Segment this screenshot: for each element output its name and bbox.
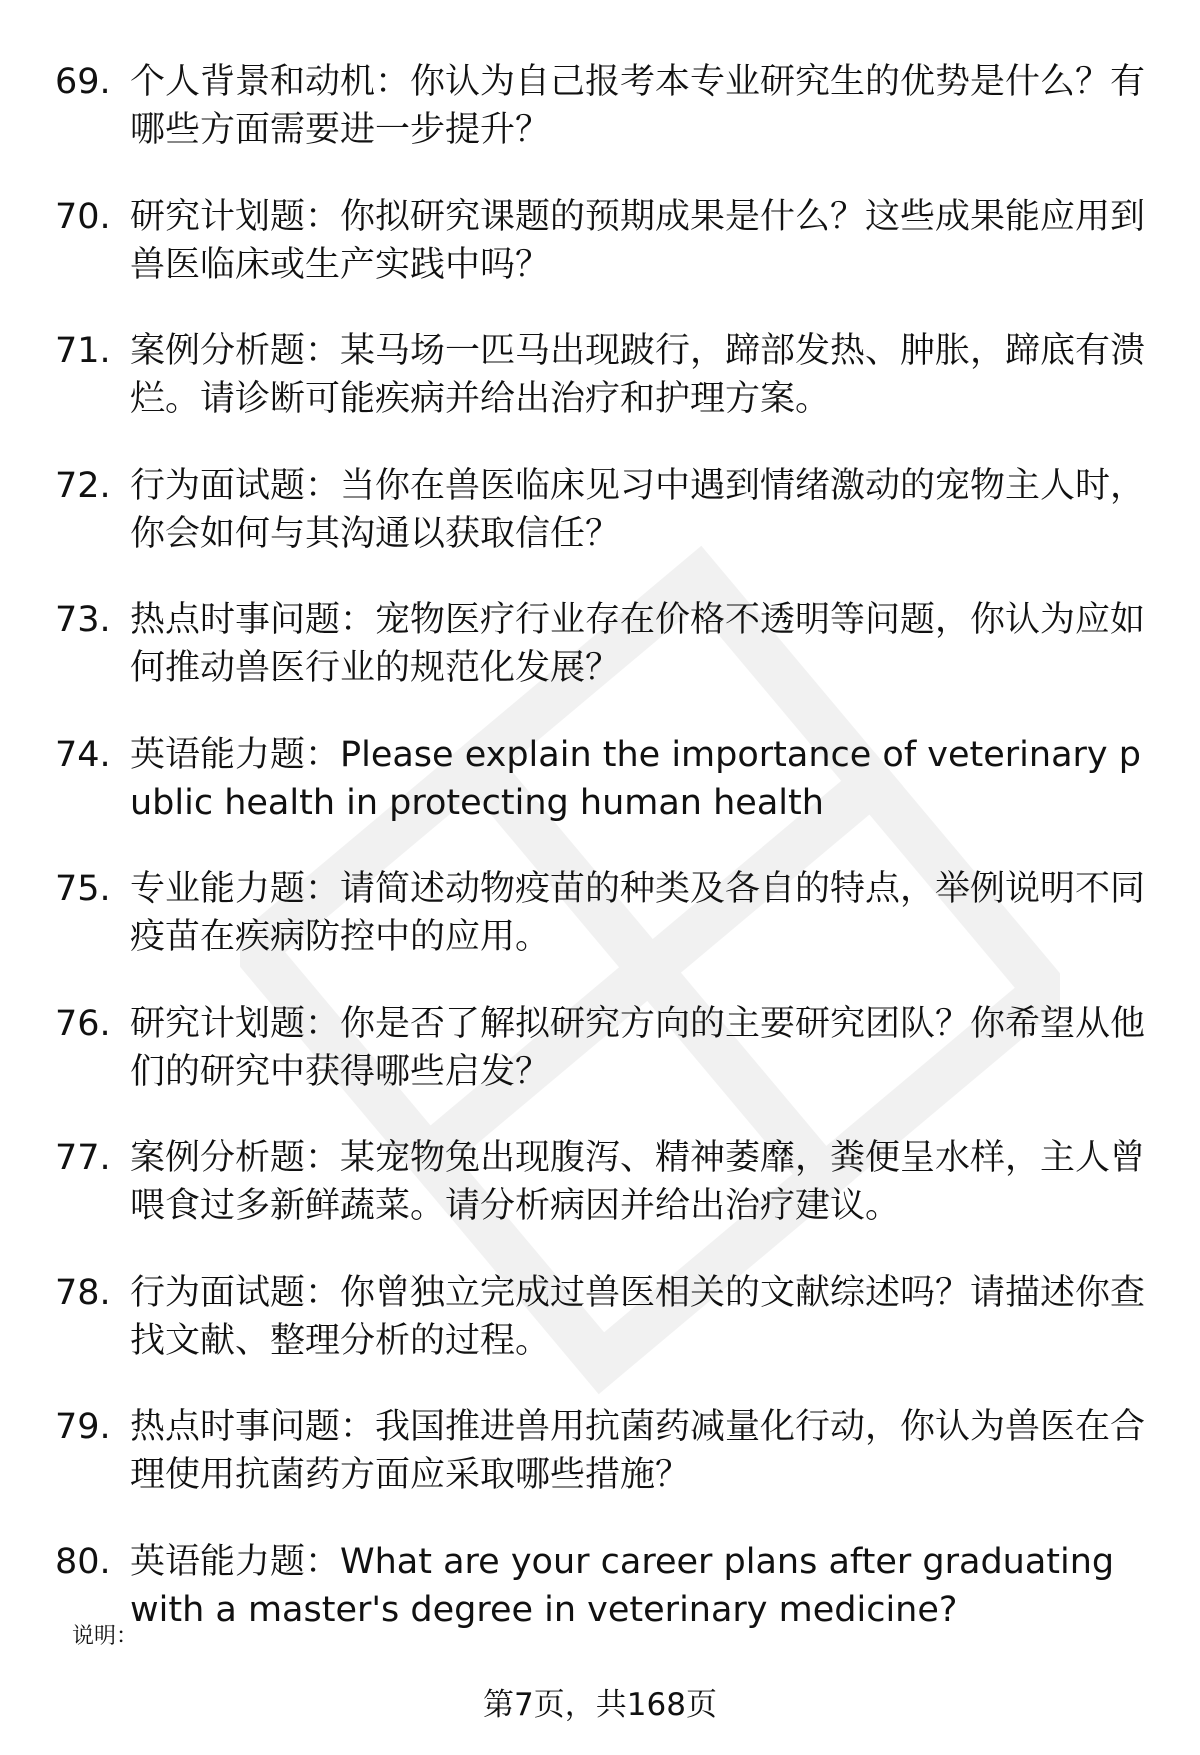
- question-number: 74.: [55, 734, 111, 775]
- question-list: [55, 58, 1145, 1672]
- question-item: [55, 58, 1145, 154]
- question-item: [55, 865, 1145, 961]
- question-text: 行为面试题：当你在兽医临床见习中遇到情绪激动的宠物主人时，你会如何与其沟通以获取信任？: [130, 465, 1146, 554]
- question-number: 75.: [55, 869, 111, 909]
- question-number: 80.: [55, 1541, 111, 1582]
- question-item: [55, 462, 1145, 558]
- question-item: [55, 1269, 1145, 1365]
- question-item: [55, 731, 1145, 827]
- question-text: 英语能力题：What are your career plans after graduating with a master's degree in veterinary medicine?: [130, 1541, 1115, 1630]
- question-item: [55, 1134, 1145, 1230]
- question-text: 热点时事问题：我国推进兽用抗菌药减量化行动，你认为兽医在合理使用抗菌药方面应采取哪些措施？: [130, 1407, 1146, 1495]
- question-number: 71.: [55, 331, 111, 371]
- question-text: 研究计划题：你拟研究课题的预期成果是什么？这些成果能应用到兽医临床或生产实践中吗？: [130, 196, 1146, 285]
- question-item: [55, 596, 1145, 692]
- question-item: [55, 327, 1145, 423]
- question-number: 76.: [55, 1003, 111, 1044]
- question-text: 研究计划题：你是否了解拟研究方向的主要研究团队？你希望从他们的研究中获得哪些启发？: [130, 1003, 1146, 1092]
- question-number: 79.: [55, 1407, 111, 1447]
- question-number: 77.: [55, 1138, 111, 1178]
- question-text: 热点时事问题：宠物医疗行业存在价格不透明等问题，你认为应如何推动兽医行业的规范化发展？: [130, 600, 1146, 688]
- question-text: 专业能力题：请简述动物疫苗的种类及各自的特点，举例说明不同疫苗在疾病防控中的应用。: [130, 869, 1146, 957]
- question-text: 案例分析题：某马场一匹马出现跛行，蹄部发热、肿胀，蹄底有溃烂。请诊断可能疾病并给出治疗和护理方案。: [130, 331, 1146, 419]
- page-footer: 第7页，共168页: [483, 1687, 717, 1723]
- question-text: 案例分析题：某宠物兔出现腹泻、精神萎靡，粪便呈水样，主人曾喂食过多新鲜蔬菜。请分析病因并给出治疗建议。: [130, 1138, 1146, 1226]
- question-text: 行为面试题：你曾独立完成过兽医相关的文献综述吗？请描述你查找文献、整理分析的过程。: [130, 1272, 1146, 1361]
- question-number: 69.: [55, 62, 111, 102]
- question-number: 72.: [55, 465, 111, 506]
- question-number: 78.: [55, 1272, 111, 1313]
- question-text: 英语能力题：Please explain the importance of veterinary public health in protecting human health: [130, 734, 1141, 823]
- question-item: [55, 1403, 1145, 1499]
- question-number: 70.: [55, 196, 111, 237]
- question-text: 个人背景和动机：你认为自己报考本专业研究生的优势是什么？有哪些方面需要进一步提升？: [130, 62, 1146, 150]
- question-number: 73.: [55, 600, 111, 640]
- question-item: [55, 1538, 1145, 1634]
- question-item: [55, 1000, 1145, 1096]
- note-label: 说明：: [72, 1624, 139, 1649]
- question-item: [55, 193, 1145, 289]
